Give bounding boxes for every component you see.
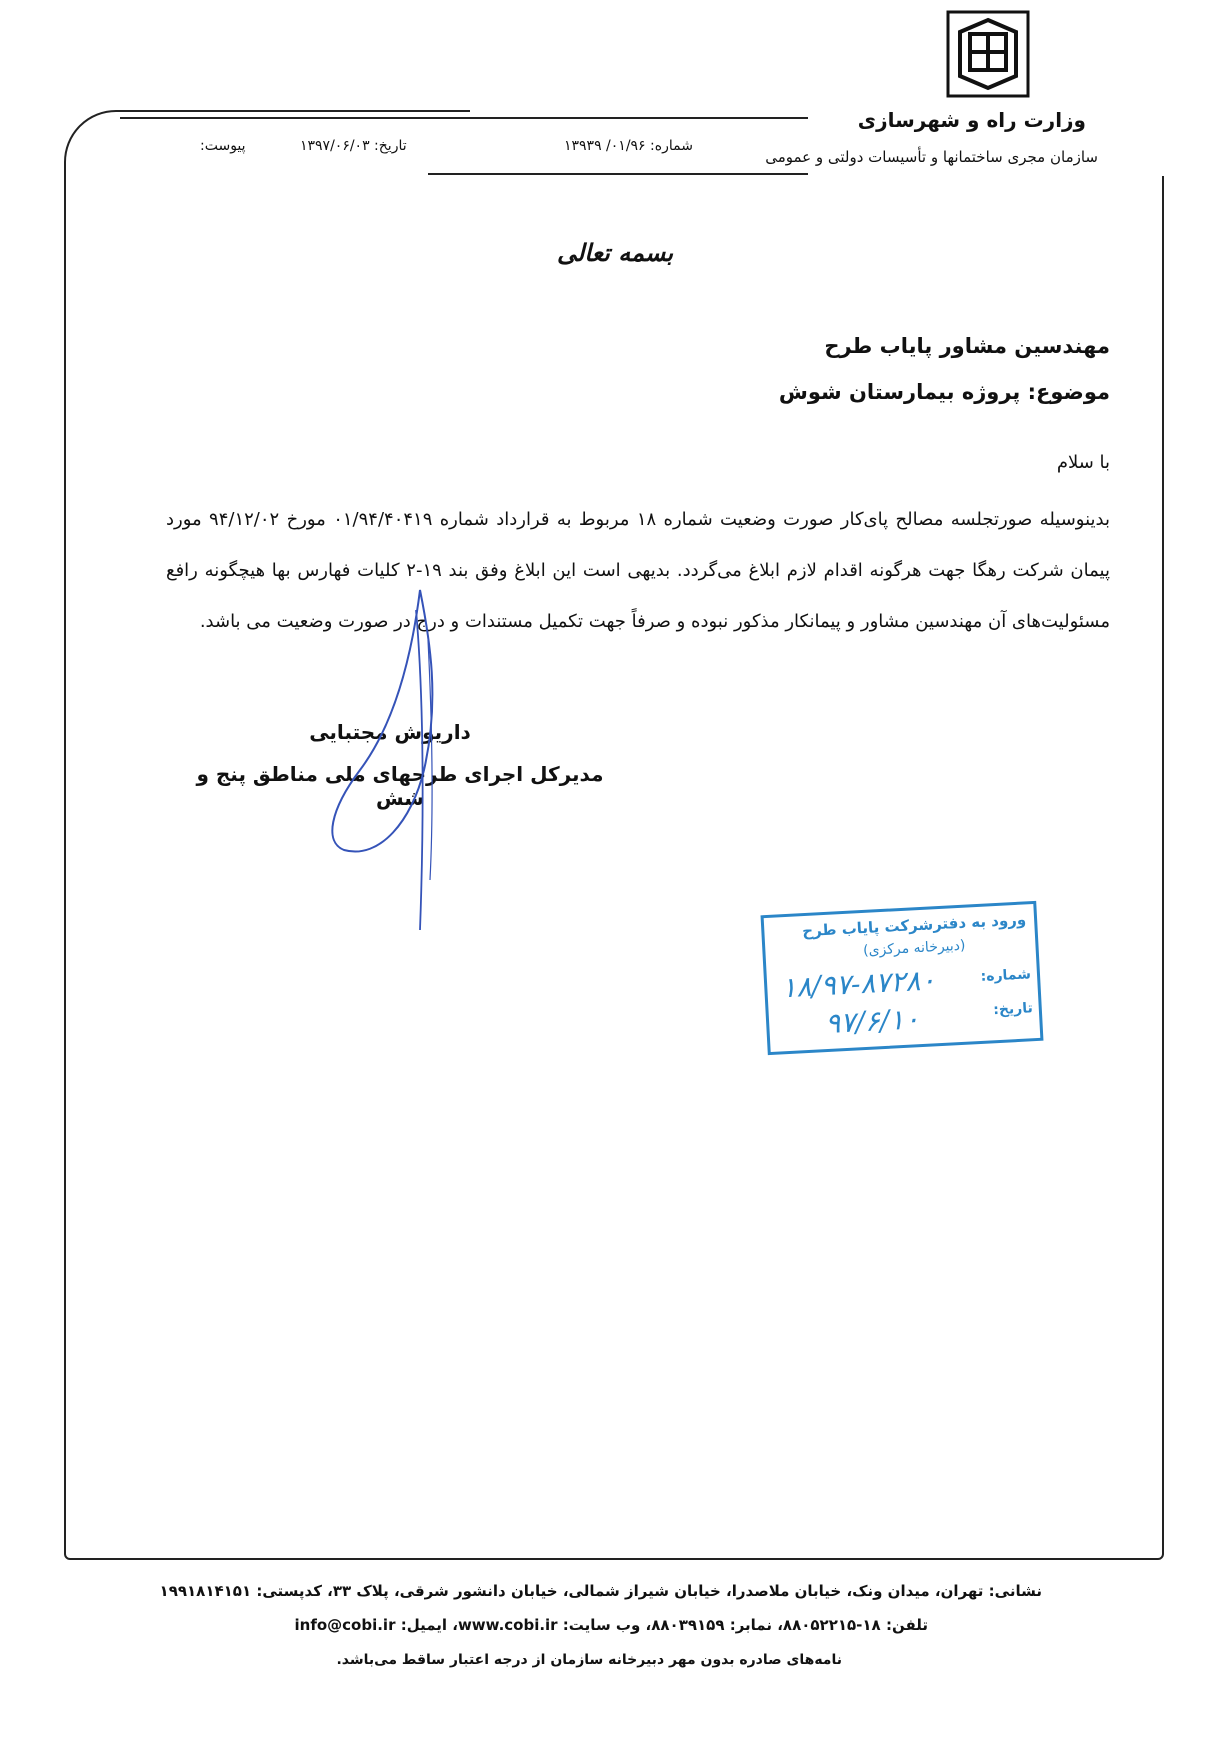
letter-number-label: شماره: bbox=[650, 138, 693, 154]
stamp-number-value: ۱۸/۹۷-۸۷۲۸۰ bbox=[780, 963, 937, 1005]
signature-icon bbox=[320, 580, 480, 940]
ministry-name: وزارت راه و شهرسازی bbox=[857, 108, 1086, 132]
letter-number bbox=[564, 138, 693, 154]
subject-line: موضوع: پروژه بیمارستان شوش bbox=[778, 380, 1110, 404]
received-stamp bbox=[761, 901, 1044, 1055]
letter-body: بدینوسیله صورتجلسه مصالح پای‌کار صورت وضعیت شماره ۱۸ مربوط به قرارداد شماره ۰۱/۹۴/۴۰۴۱۹ مورخ ۹۴/۱۲/۰۲ مورد پیمان شرکت رهگا جهت هرگونه اقدام لازم ابلاغ می‌گردد. بدیهی است این ابلاغ وفق بند ۱۹-۲ کلیات فهارس بها هیچگونه رافع مسئولیت‌های آن مهندسین مشاور و پیمانکار مذکور نبوده و صرفاً جهت تکمیل مستندات و درج در صورت وضعیت می باشد. bbox=[166, 509, 1111, 632]
letter-attachment-label: پیوست: bbox=[200, 138, 246, 154]
header-divider-bottom bbox=[428, 173, 808, 175]
letter-date-value: ۱۳۹۷/۰۶/۰۳ bbox=[300, 138, 370, 154]
signer-name: داریوش مجتبایی bbox=[309, 720, 471, 744]
stamp-date-value: ۹۷/۶/۱۰ bbox=[824, 1002, 921, 1041]
stamp-date-label: تاریخ: bbox=[992, 1000, 1034, 1019]
footer-address: نشانی: تهران، میدان ونک، خیابان ملاصدرا، خیابان شیراز شمالی، خیابان دانشور شرقی، پلاک ۳۳، کدپستی: ۱۹۹۱۸۱۴۱۵۱ bbox=[159, 1582, 1042, 1600]
recipient: مهندسین مشاور پایاب طرح bbox=[824, 334, 1110, 358]
letter-frame bbox=[64, 110, 1164, 1560]
stamp-number-label: شماره: bbox=[980, 966, 1032, 985]
organization-name: سازمان مجری ساختمانها و تأسیسات دولتی و عمومی bbox=[765, 148, 1098, 166]
letter-date bbox=[300, 138, 407, 154]
signer-title: مدیرکل اجرای طرحهای ملی مناطق پنج و شش bbox=[196, 762, 604, 810]
header-divider-top bbox=[120, 117, 808, 119]
letter-date-label: تاریخ: bbox=[374, 138, 407, 154]
letter-number-value: ۰۱/۹۶/ ۱۳۹۳۹ bbox=[564, 138, 646, 154]
organization-logo-icon bbox=[946, 10, 1030, 98]
footer-note: نامه‌های صادره بدون مهر دبیرخانه سازمان از درجه اعتبار ساقط می‌باشد. bbox=[336, 1652, 842, 1668]
stamp-line-1: ورود به دفترشرکت پایاب طرح bbox=[801, 910, 1027, 941]
letter-attachment bbox=[200, 138, 246, 154]
invocation-heading: بسمه تعالی bbox=[556, 238, 674, 267]
footer-contact: تلفن: ۱۸-۸۸۰۵۲۲۱۵، نمابر: ۸۸۰۳۹۱۵۹، وب سایت: www.cobi.ir، ایمیل: info@cobi.ir bbox=[294, 1616, 928, 1634]
greeting: با سلام bbox=[1056, 452, 1110, 473]
stamp-line-2: (دبیرخانه مرکزی) bbox=[862, 937, 966, 959]
